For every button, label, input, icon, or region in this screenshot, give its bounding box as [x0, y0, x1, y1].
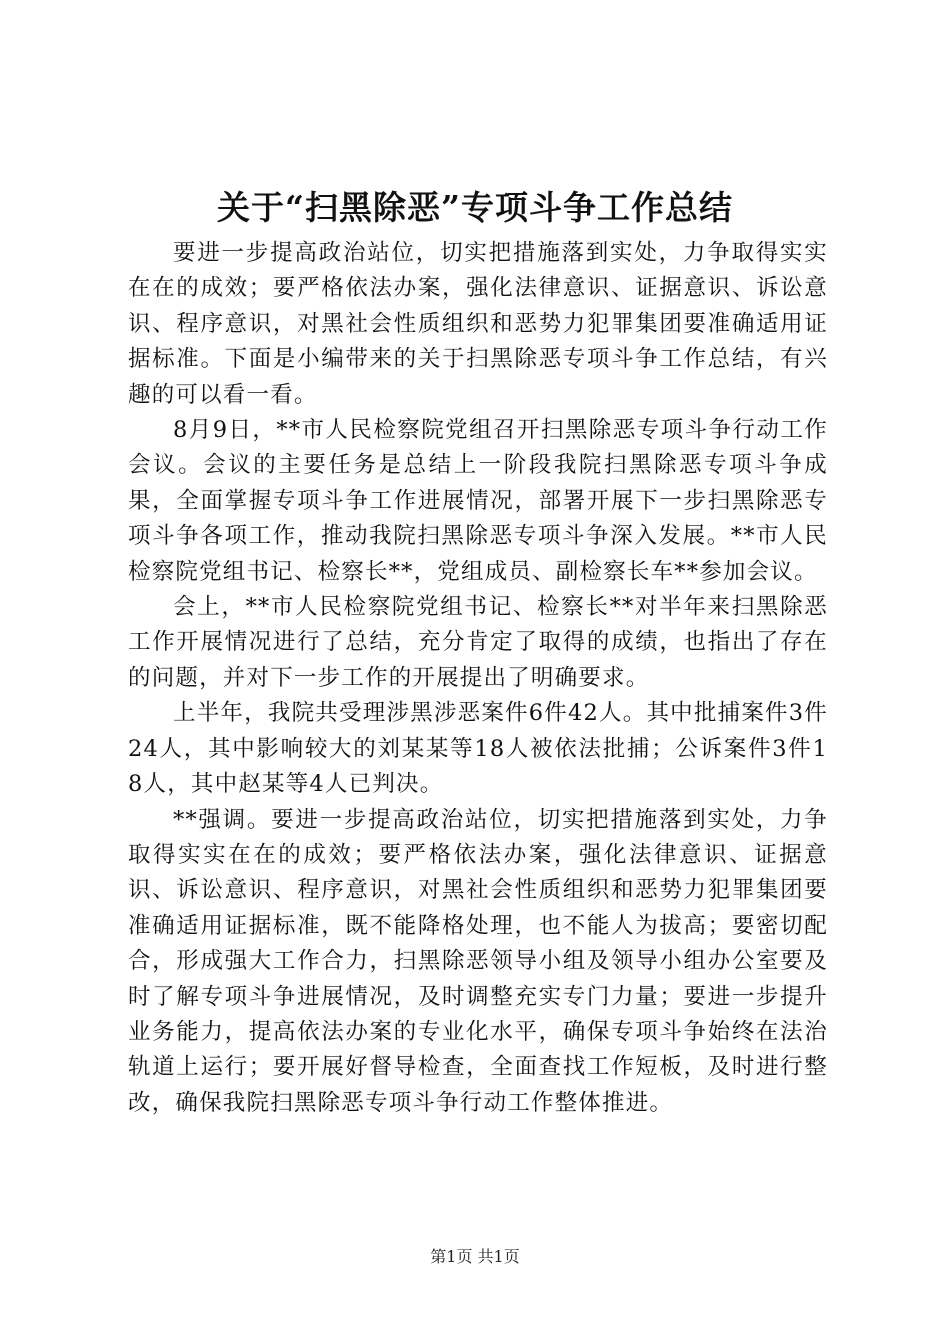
paragraph-cases: 上半年，我院共受理涉黑涉恶案件6件42人。其中批捕案件3件24人，其中影响较大的刘某某等18人被依法批捕；公诉案件3件18人，其中赵某等4人已判决。 [128, 700, 828, 798]
paragraph-intro: 要进一步提高政治站位，切实把措施落到实处，力争取得实实在在的成效；要严格依法办案，强化法律意识、证据意识、诉讼意识、程序意识，对黑社会性质组织和恶势力犯罪集团要准确适用证据标准。下面是小编带来的关于扫黑除恶专项斗争工作总结，有兴趣的可以看一看。 [128, 240, 828, 408]
paragraph-requirements: **强调。要进一步提高政治站位，切实把措施落到实处，力争取得实实在在的成效；要严格依法办案，强化法律意识、证据意识、诉讼意识、程序意识，对黑社会性质组织和恶势力犯罪集团要准确适用证据标准，既不能降格处理，也不能人为拔高；要密切配合，形成强大工作合力，扫黑除恶领导小组及领导小组办公室要及时了解专项斗争进展情况，及时调整充实专门力量；要进一步提升业务能力，提高依法办案的专业化水平，确保专项斗争始终在法治轨道上运行；要开展好督导检查，全面查找工作短板，及时进行整改，确保我院扫黑除恶专项斗争行动工作整体推进。 [128, 806, 828, 1116]
paragraph-meeting: 8月9日，**市人民检察院党组召开扫黑除恶专项斗争行动工作会议。会议的主要任务是总结上一阶段我院扫黑除恶专项斗争成果，全面掌握专项斗争工作进展情况，部署开展下一步扫黑除恶专项斗争各项工作，推动我院扫黑除恶专项斗争深入发展。**市人民检察院党组书记、检察长**，党组成员、副检察长车**参加会议。 [128, 417, 828, 585]
document-title: 关于“扫黑除恶”专项斗争工作总结 [217, 188, 733, 227]
page-number-footer: 第1页 共1页 [430, 1247, 520, 1266]
paragraph-summary: 会上，**市人民检察院党组书记、检察长**对半年来扫黑除恶工作开展情况进行了总结，充分肯定了取得的成绩，也指出了存在的问题，并对下一步工作的开展提出了明确要求。 [128, 594, 828, 691]
document-body [128, 236, 828, 1121]
